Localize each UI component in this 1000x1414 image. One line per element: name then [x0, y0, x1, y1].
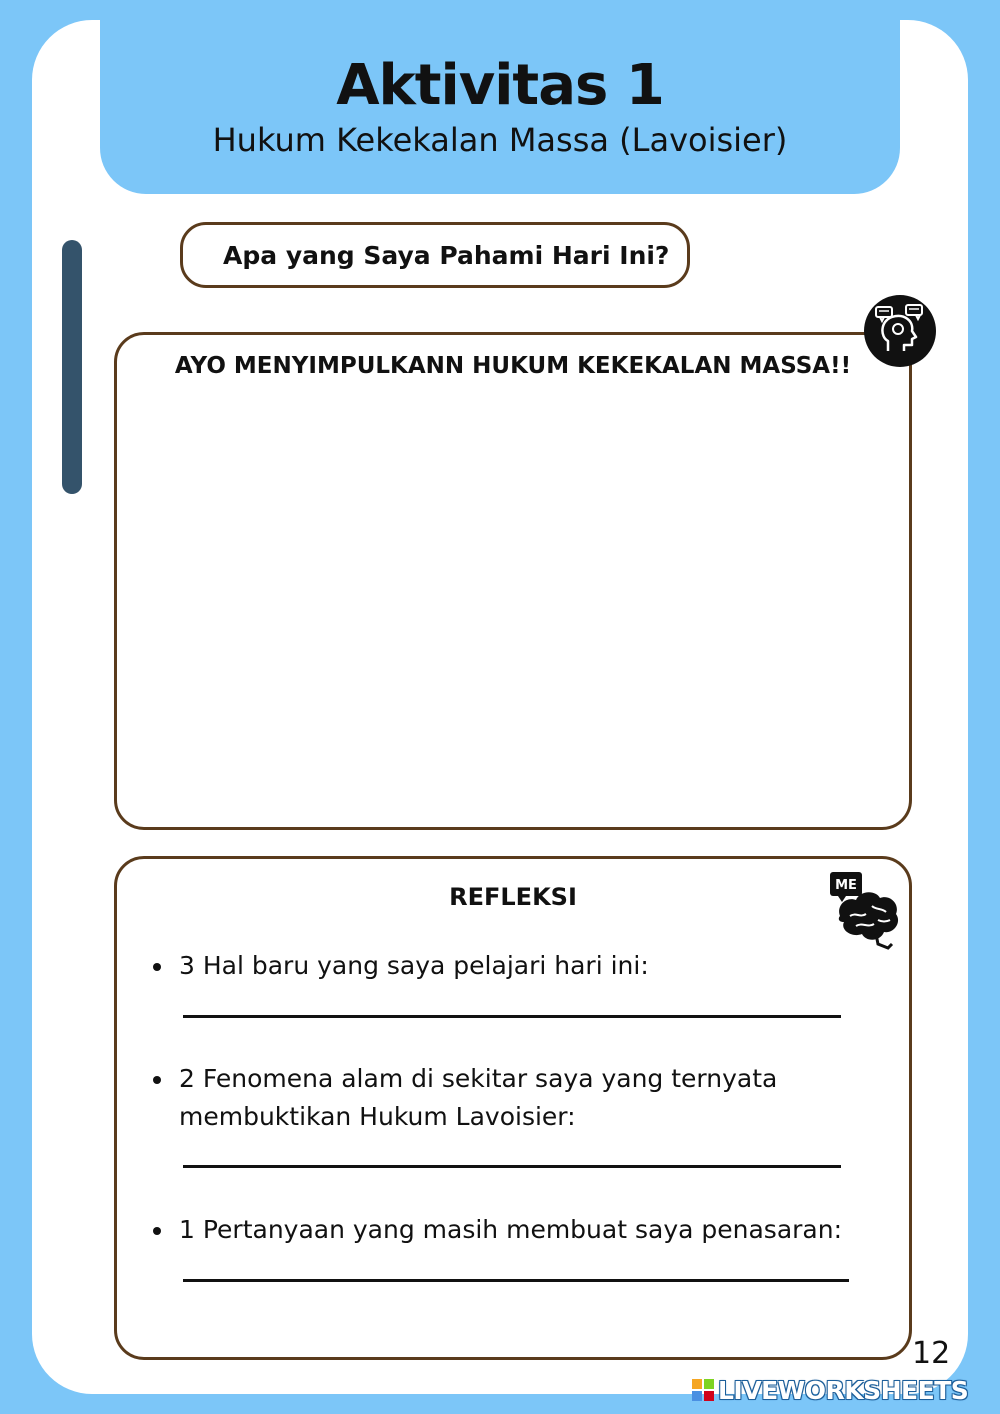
- page-number: 12: [912, 1336, 951, 1371]
- reflection-box: [114, 856, 912, 1360]
- reflection-item-phenomena: 2 Fenomena alam di sekitar saya yang ternyata membuktikan Hukum Lavoisier:: [179, 1060, 859, 1136]
- brain-badge-label: ME: [835, 878, 857, 893]
- page-subtitle: Hukum Kekekalan Massa (Lavoisier): [212, 121, 788, 159]
- question-label: Apa yang Saya Pahami Hari Ini?: [223, 241, 670, 270]
- answer-line-question[interactable]: [183, 1279, 849, 1282]
- conclusion-title: AYO MENYIMPULKANN HUKUM KEKEKALAN MASSA!!: [174, 353, 852, 379]
- liveworksheets-mark-icon: [692, 1379, 714, 1401]
- header-band: [100, 20, 900, 194]
- answer-line-new-things[interactable]: [183, 1015, 841, 1018]
- thinking-head-icon: [864, 295, 936, 367]
- reflection-title: REFLEKSI: [449, 883, 577, 911]
- reflection-item-question: 1 Pertanyaan yang masih membuat saya penasaran:: [179, 1211, 859, 1249]
- page-title: Aktivitas 1: [336, 53, 664, 118]
- liveworksheets-logo[interactable]: [692, 1376, 992, 1404]
- liveworksheets-brand: LIVEWORKSHEETS: [718, 1376, 969, 1405]
- brain-me-icon: [830, 872, 902, 952]
- reflection-item-new-things: 3 Hal baru yang saya pelajari hari ini:: [179, 947, 859, 985]
- question-pill: [180, 222, 690, 288]
- decorative-side-bar: [62, 240, 82, 494]
- answer-line-phenomena[interactable]: [183, 1165, 841, 1168]
- conclusion-box[interactable]: [114, 332, 912, 830]
